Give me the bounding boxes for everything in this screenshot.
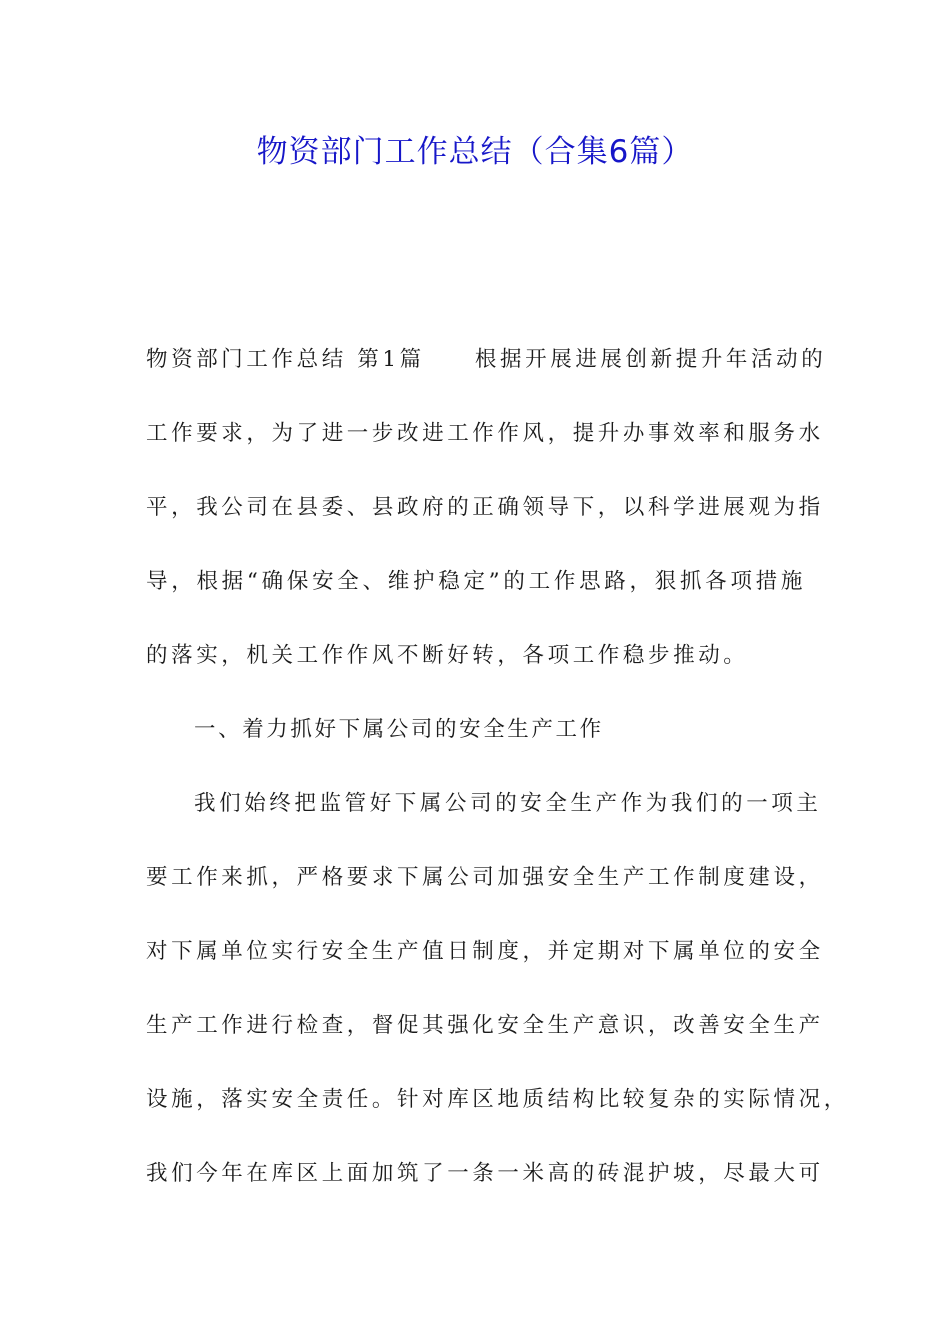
document-body — [146, 337, 849, 1225]
paragraph-line: 要工作来抓，严格要求下属公司加强安全生产工作制度建设， — [146, 865, 824, 890]
paragraph-line: 工作要求，为了进一步改进工作作风，提升办事效率和服务水 — [146, 421, 824, 446]
paragraph-line: 设施，落实安全责任。针对库区地质结构比较复杂的实际情况， — [146, 1087, 849, 1112]
paragraph-line: 平，我公司在县委、县政府的正确领导下，以科学进展观为指 — [146, 495, 824, 520]
document-title: 物资部门工作总结（合集6篇） — [256, 134, 694, 170]
paragraph-line: 我们始终把监管好下属公司的安全生产作为我们的一项主 — [194, 791, 822, 816]
paragraph-line: 的落实，机关工作作风不断好转，各项工作稳步推动。 — [146, 643, 749, 668]
paragraph-line: 对下属单位实行安全生产值日制度，并定期对下属单位的安全 — [146, 939, 824, 964]
paragraph-line: 物资部门工作总结 第1篇 根据开展进展创新提升年活动的 — [146, 347, 827, 372]
section-heading: 一、着力抓好下属公司的安全生产工作 — [194, 717, 604, 742]
paragraph-line: 生产工作进行检查，督促其强化安全生产意识，改善安全生产 — [146, 1013, 824, 1038]
paragraph-line: 导，根据“确保安全、维护稳定”的工作思路，狠抓各项措施 — [146, 569, 806, 594]
paragraph-line: 我们今年在库区上面加筑了一条一米高的砖混护坡，尽最大可 — [146, 1161, 824, 1186]
